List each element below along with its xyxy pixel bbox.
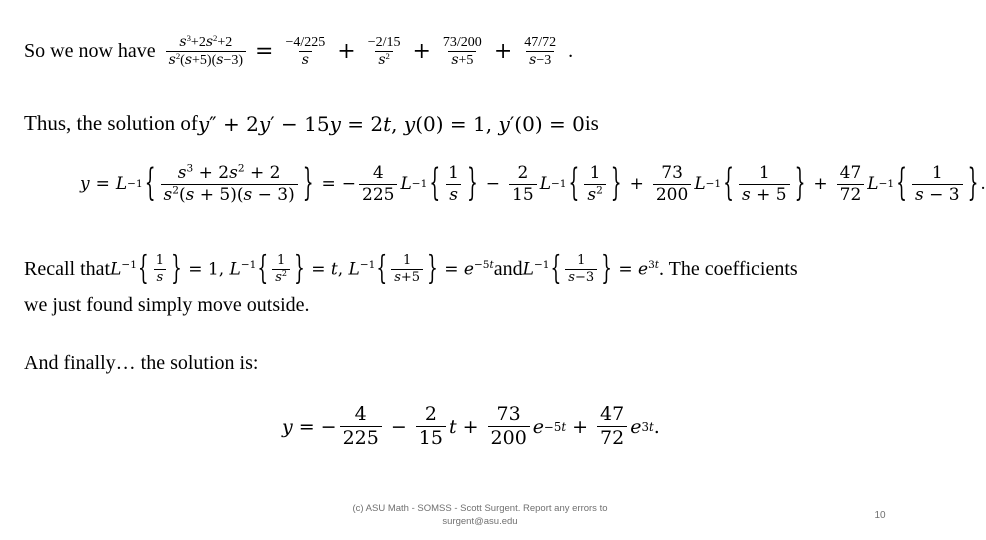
recall-line [24,250,798,289]
footer [330,502,630,529]
final-solution: y = − $\frac{4}{225}$ − $\frac{2}{15}$ t + $\frac{73}{200}$ e −5t + $\frac{47}{72}$ e 3t . [282,403,660,449]
and-text: and [493,258,523,281]
is-text: is [584,111,599,135]
finally-line [24,352,258,375]
recall-math-1: $L^{-1}${ $\frac{1}{s}$ } = 1, $L^{-1}${ $\frac{1}{s^2}$ } = t, $L^{-1}${ $\frac{1}{s+5}$ } = $e^{-5t}$ [110,250,494,289]
footer-line-1: (c) ASU Math - SOMSS - Scott Surgent. Report any errors to [352,503,608,514]
move-outside-text: we just found simply move outside. [24,294,310,316]
partial-fraction-line: So we now have $\frac{s^3+2s^2+2}{s^2(s+5)(s-3)}$ = $\frac{-4/225}{s}$ + $\frac{-2/15}{s^2}$ + $\frac{73/200}{s+5}$ + $\frac{47/72}{s-3}$ . [24,32,574,69]
thus-text: Thus, the solution of [24,111,198,135]
term-4: $\frac{47/72}{s-3}$ [524,34,557,68]
intro-text: So we now have [24,40,156,63]
term-3: $\frac{73/200}{s+5}$ [442,34,482,68]
term-2: $\frac{-2/15}{s^2}$ [367,34,401,68]
recall-text: Recall that [24,258,111,281]
term-1: $\frac{-4/225}{s}$ [285,34,326,68]
finally-text: And finally… the solution is: [24,352,259,374]
recall-line-2 [24,294,310,317]
recall-math-2: $L^{-1}${ $\frac{1}{s-3}$ } = $e^{3t}$ [522,250,660,289]
footer-email: surgent@asu.edu [442,516,518,528]
lhs-fraction: $\frac{s^3+2s^2+2}{s^2(s+5)(s-3)}$ [166,34,246,70]
page-number: 10 [874,510,886,521]
coefficients-text: . The coefficients [659,258,798,281]
solution-of-line [24,111,599,136]
inverse-laplace-expression: y = L −1 { $\frac{s^3 + 2s^2 + 2}{s^2(s + 5)(s - 3)}$ } = − $\frac{4}{225}$ L −1 { $\frac{1}{s}$ } − $\frac{2}{15}$ L −1 { $\frac{1}{s^2}$ } + $\frac{73}{200}$ L −1 { $\frac{1}{s + 5}$ } + $\frac{47}{72}$ L −1 { $\frac{1}{s - 3}$ } . [80,162,986,207]
ode-equation: y″ + 2y′ − 15y = 2t, y(0) = 1, y′(0) = 0 [197,111,585,136]
